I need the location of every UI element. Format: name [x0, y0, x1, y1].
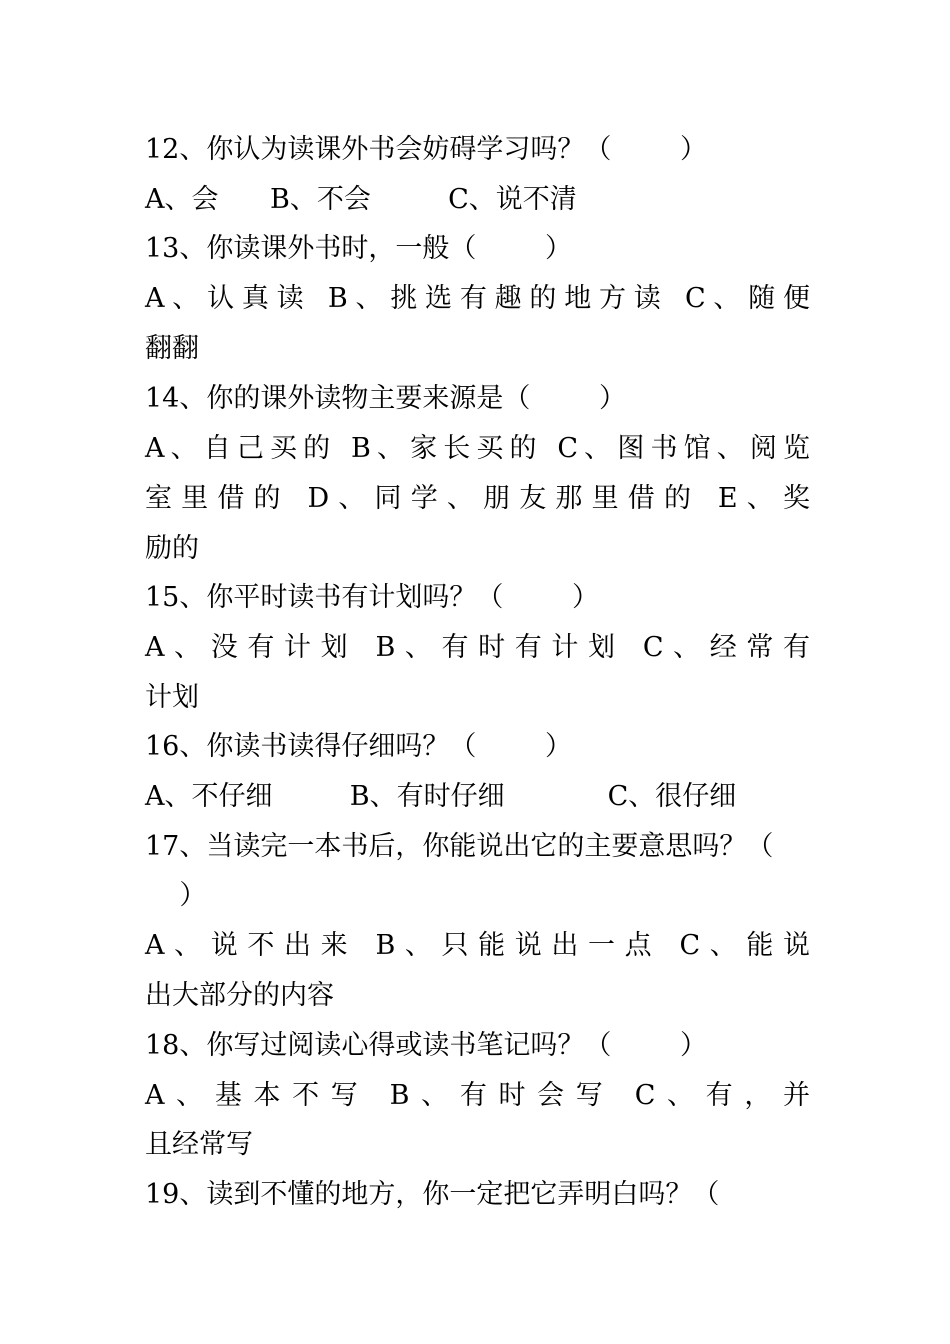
question-18: 18、你写过阅读心得或读书笔记吗？（ ） — [145, 1030, 708, 1061]
question-18-options: A、基本不写 B、有时会写 C、有，并 — [145, 1080, 810, 1111]
question-15: 15、你平时读书有计划吗？（ ） — [145, 582, 600, 613]
question-19: 19、读到不懂的地方，你一定把它弄明白吗？（ — [145, 1179, 720, 1210]
question-15-options-cont: 计划 — [145, 682, 199, 713]
question-14: 14、你的课外读物主要来源是（ ） — [145, 383, 627, 414]
question-16: 16、你读书读得仔细吗？（ ） — [145, 731, 573, 762]
question-12-options: A、会 B、不会 C、说不清 — [145, 184, 577, 215]
question-17-options-cont: 出大部分的内容 — [145, 980, 334, 1011]
question-14-options: A、自己买的 B、家长买的 C、图书馆、阅览 — [145, 433, 810, 464]
question-17: 17、当读完一本书后，你能说出它的主要意思吗？（ — [145, 831, 774, 862]
question-16-options: A、不仔细 B、有时仔细 C、很仔细 — [145, 781, 737, 812]
question-14-options-cont: 室里借的 D、同学、朋友那里借的 E、奖 — [145, 483, 810, 514]
question-13-options-cont: 翻翻 — [145, 333, 199, 364]
question-13-options: A、认真读 B、挑选有趣的地方读 C、随便 — [145, 283, 810, 314]
question-13: 13、你读课外书时，一般（ ） — [145, 233, 573, 264]
question-12: 12、你认为读课外书会妨碍学习吗？（ ） — [145, 134, 708, 165]
question-15-options: A、没有计划 B、有时有计划 C、经常有 — [145, 632, 810, 663]
question-14-options-end: 励的 — [145, 533, 199, 564]
question-17-cont: ） — [145, 880, 207, 911]
question-17-options: A、说不出来 B、只能说出一点 C、能说 — [145, 930, 810, 961]
question-18-options-cont: 且经常写 — [145, 1129, 253, 1160]
